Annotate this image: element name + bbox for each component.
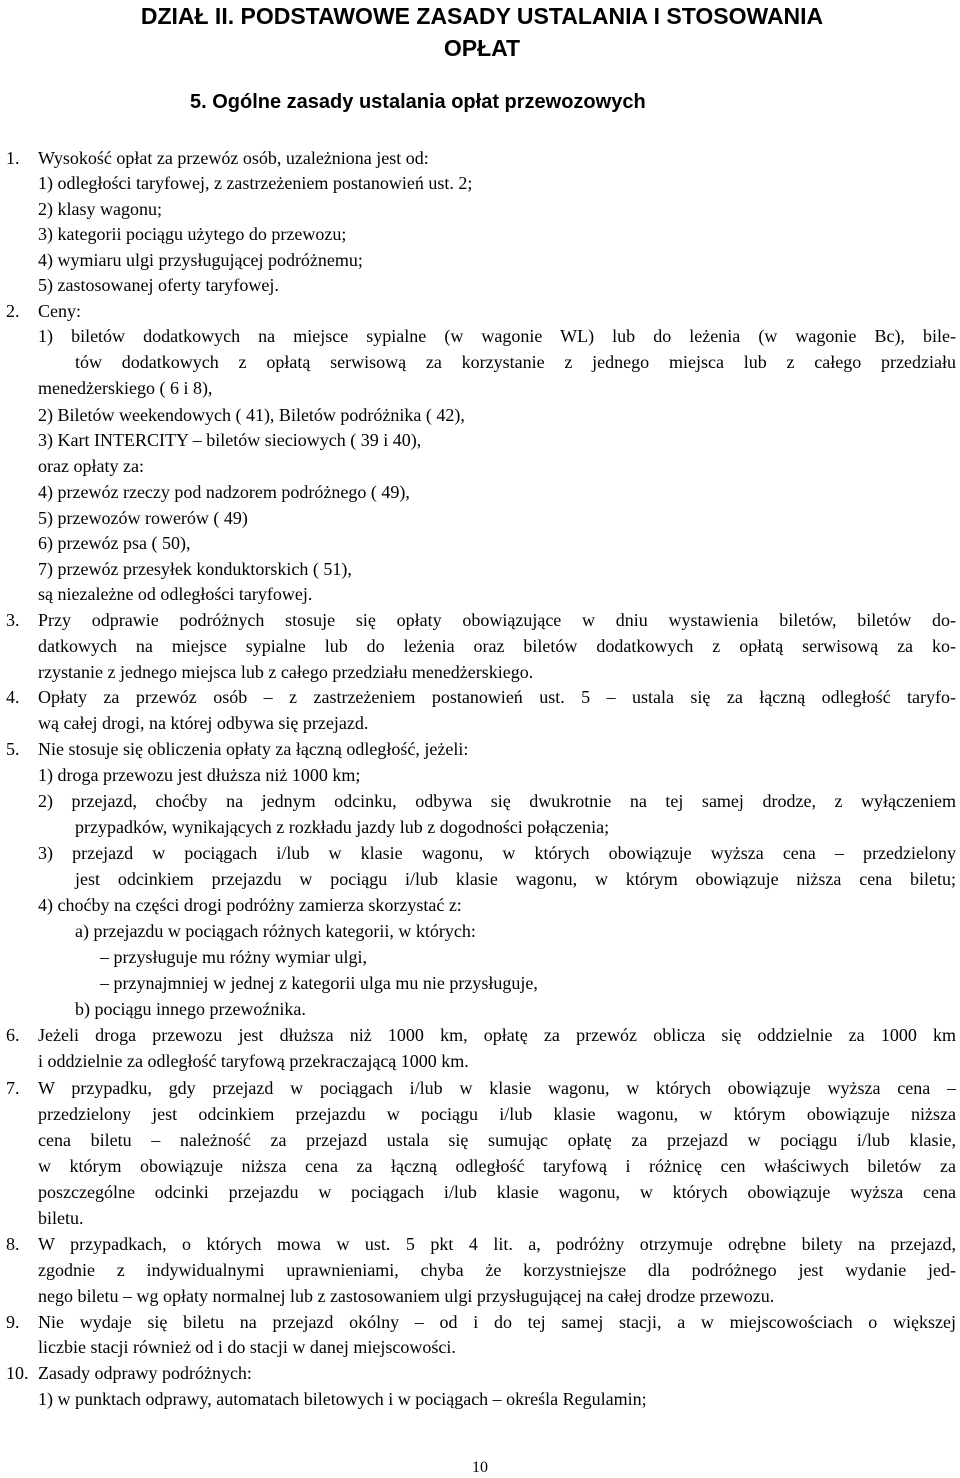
item-text-line: 7) przewóz przesyłek konduktorskich ( 51),	[38, 559, 352, 579]
item-text-line: 4) choćby na części drogi podróżny zamierza skorzystać z:	[38, 895, 462, 915]
item-text-line: Przy odprawie podróżnych stosuje się opłaty obowiązujące w dniu wystawienia biletów, biletów do-	[38, 610, 956, 630]
item-text-line: 2) Biletów weekendowych ( 41), Biletów podróżnika ( 42),	[38, 405, 465, 425]
item-text-line: wą całej drogi, na której odbywa się przejazd.	[38, 713, 369, 733]
item-text-line: rzystanie z jednego miejsca lub z całego przedziału menedżerskiego.	[38, 662, 534, 682]
item-text-line: datkowych na miejsce sypialne lub do leżenia oraz biletów dodatkowych z opłatą serwisową za ko-	[38, 636, 956, 656]
item-text-line: Nie stosuje się obliczenia opłaty za łączną odległość, jeżeli:	[38, 739, 469, 759]
item-number: 4.	[6, 687, 20, 707]
item-text-line: Jeżeli droga przewozu jest dłuższa niż 1000 km, opłatę za przewóz oblicza się oddzielnie za 1000 km	[38, 1025, 956, 1045]
item-text-line: 5) przewozów rowerów ( 49)	[38, 508, 248, 528]
item-text-line: 1) droga przewozu jest dłuższa niż 1000 km;	[38, 765, 361, 785]
item-text-line: 1) odległości taryfowej, z zastrzeżeniem postanowień ust. 2;	[38, 173, 473, 193]
item-text-line: liczbie stacji również od i do stacji w danej miejscowości.	[38, 1337, 456, 1357]
item-text-line: są niezależne od odległości taryfowej.	[38, 584, 313, 604]
item-text-line: 3) Kart INTERCITY – biletów sieciowych ( 39 i 40),	[38, 430, 422, 450]
item-text-line: tów dodatkowych z opłatą serwisową za korzystanie z jednego miejsca lub z całego przedziału	[75, 352, 956, 372]
item-text-line: 3) kategorii pociągu użytego do przewozu;	[38, 224, 347, 244]
page-number: 10	[472, 1459, 488, 1476]
chapter-title-line-1: DZIAŁ II. PODSTAWOWE ZASADY USTALANIA I STOSOWANIA	[140, 3, 824, 29]
item-text-line: 3) przejazd w pociągach i/lub w klasie wagonu, w których obowiązuje wyższa cena – przedzielony	[38, 843, 956, 863]
item-text-line: b) pociągu innego przewoźnika.	[75, 999, 306, 1019]
item-text-line: Wysokość opłat za przewóz osób, uzależniona jest od:	[38, 148, 429, 168]
item-text-line: jest odcinkiem przejazdu w pociągu i/lub klasie wagonu, w którym obowiązuje niższa cena biletu;	[75, 869, 956, 889]
item-number: 6.	[6, 1025, 20, 1045]
item-text-line: 6) przewóz psa ( 50),	[38, 533, 191, 553]
item-text-line: – przynajmniej w jednej z kategorii ulga mu nie przysługuje,	[100, 973, 538, 993]
chapter-title-line-2: OPŁAT	[443, 35, 521, 61]
item-text-line: menedżerskiego ( 6 i 8),	[38, 378, 213, 398]
item-number: 3.	[6, 610, 20, 630]
item-text-line: 2) przejazd, choćby na jednym odcinku, odbywa się dwukrotnie na tej samej drodze, z wyłączeniem	[38, 791, 956, 811]
item-text-line: Ceny:	[38, 301, 81, 321]
item-text-line: nego biletu – wg opłaty normalnej lub z zastosowaniem ulgi przysługującej na całej drodze przewozu.	[38, 1286, 775, 1306]
item-text-line: biletu.	[38, 1208, 84, 1228]
item-text-line: oraz opłaty za:	[38, 456, 144, 476]
item-text-line: poszczególne odcinki przejazdu w pociągach i/lub klasie wagonu, w których obowiązuje wyższa cena	[38, 1182, 956, 1202]
item-number: 2.	[6, 301, 20, 321]
item-text-line: a) przejazdu w pociągach różnych kategorii, w których:	[75, 921, 476, 941]
item-text-line: cena biletu – należność za przejazd ustala się sumując opłatę za przejazd w pociągu i/lub klasie,	[38, 1130, 956, 1150]
item-text-line: i oddzielnie za odległość taryfową przekraczającą 1000 km.	[38, 1051, 469, 1071]
item-text-line: Opłaty za przewóz osób – z zastrzeżeniem postanowień ust. 5 – ustala się za łączną odległość taryfo-	[38, 687, 956, 707]
item-text-line: W przypadkach, o których mowa w ust. 5 pkt 4 lit. a, podróżny otrzymuje odrębne bilety na przejazd,	[38, 1234, 956, 1254]
item-text-line: 4) wymiaru ulgi przysługującej podróżnemu;	[38, 250, 363, 270]
item-text-line: Zasady odprawy podróżnych:	[38, 1363, 252, 1383]
item-text-line: 1) w punktach odprawy, automatach biletowych i w pociągach – określa Regulamin;	[38, 1389, 647, 1409]
section-title: 5. Ogólne zasady ustalania opłat przewozowych	[190, 91, 646, 113]
item-number: 7.	[6, 1078, 20, 1098]
item-number: 1.	[6, 148, 20, 168]
item-text-line: – przysługuje mu różny wymiar ulgi,	[100, 947, 367, 967]
item-number: 5.	[6, 739, 20, 759]
item-number: 9.	[6, 1312, 20, 1332]
item-text-line: 1) biletów dodatkowych na miejsce sypialne (w wagonie WL) lub do leżenia (w wagonie Bc), bile-	[38, 326, 956, 346]
item-text-line: przypadków, wynikających z rozkładu jazdy lub z dogodności połączenia;	[75, 817, 610, 837]
item-text-line: 4) przewóz rzeczy pod nadzorem podróżnego ( 49),	[38, 482, 410, 502]
item-number: 10.	[6, 1363, 29, 1383]
item-text-line: 5) zastosowanej oferty taryfowej.	[38, 275, 279, 295]
item-text-line: w którym obowiązuje niższa cena za łączną odległość taryfową i różnicę cen właściwych biletów za	[38, 1156, 956, 1176]
item-text-line: Nie wydaje się biletu na przejazd okólny – od i do tej samej stacji, a w miejscowościach o większej	[38, 1312, 956, 1332]
item-text-line: 2) klasy wagonu;	[38, 199, 162, 219]
item-text-line: W przypadku, gdy przejazd w pociągach i/lub w klasie wagonu, w których obowiązuje wyższa cena –	[38, 1078, 956, 1098]
item-text-line: zgodnie z indywidualnymi uprawnieniami, chyba że korzystniejsze dla podróżnego jest wydanie jed-	[38, 1260, 956, 1280]
item-number: 8.	[6, 1234, 20, 1254]
item-text-line: przedzielony jest odcinkiem przejazdu w pociągu i/lub klasie wagonu, w którym obowiązuje niższa	[38, 1104, 956, 1124]
